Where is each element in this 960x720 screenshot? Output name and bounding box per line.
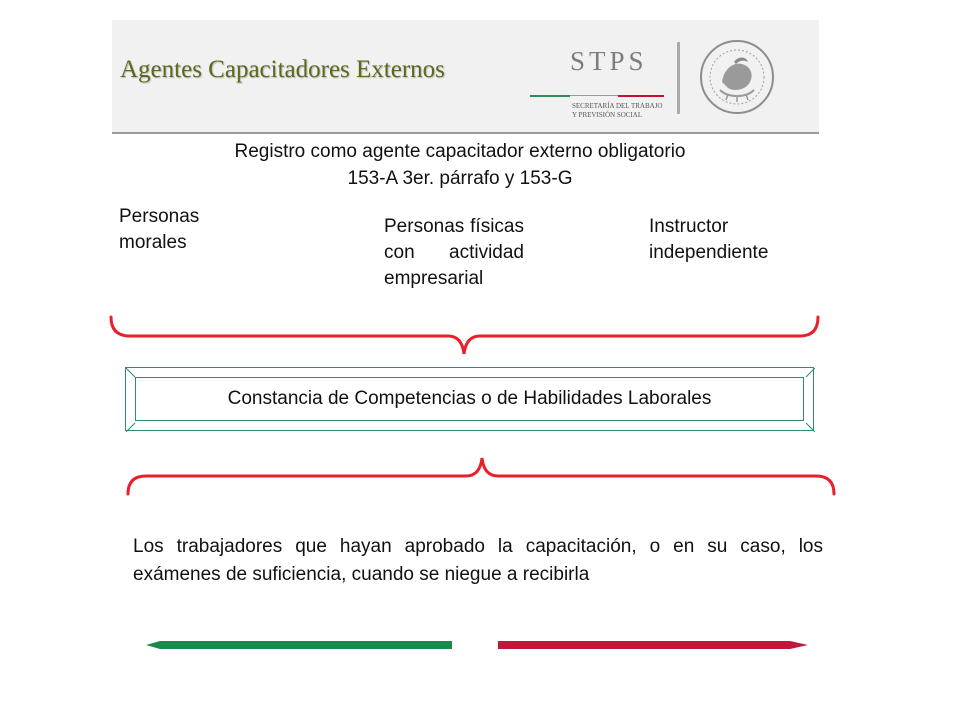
page-title: Agentes Capacitadores Externos	[120, 56, 445, 83]
stps-logo	[530, 38, 810, 128]
logo-line-red	[618, 95, 664, 97]
stps-name-line1: SECRETARÍA DEL TRABAJO	[572, 102, 663, 110]
stps-name-line2: Y PREVISIÓN SOCIAL	[572, 111, 643, 119]
category-personas-fisicas: Personas físicas con actividad empresarial	[384, 216, 524, 289]
registro-line1: Registro como agente capacitador externo obligatorio	[234, 141, 686, 162]
constancia-box	[125, 367, 814, 431]
logo-separator	[677, 42, 680, 114]
trabajadores-text: Los trabajadores que hayan aprobado la capacitación, o en su caso, los exámenes de suficiencia, cuando se niegue a recibirla	[133, 536, 823, 585]
registro-title	[112, 138, 808, 192]
stps-acronym: STPS	[570, 46, 648, 76]
header-banner	[112, 20, 819, 134]
registro-line2: 153-A 3er. párrafo y 153-G	[347, 168, 573, 189]
constancia-label: Constancia de Competencias o de Habilidades Laborales	[135, 377, 804, 421]
mexico-seal-icon	[698, 38, 776, 116]
logo-line-gray	[570, 95, 618, 96]
category-personas-morales: Personas morales	[119, 206, 200, 253]
stps-full-name	[572, 102, 662, 120]
logo-line-green	[530, 95, 570, 97]
category-instructor-independiente: Instructor independiente	[649, 216, 769, 263]
